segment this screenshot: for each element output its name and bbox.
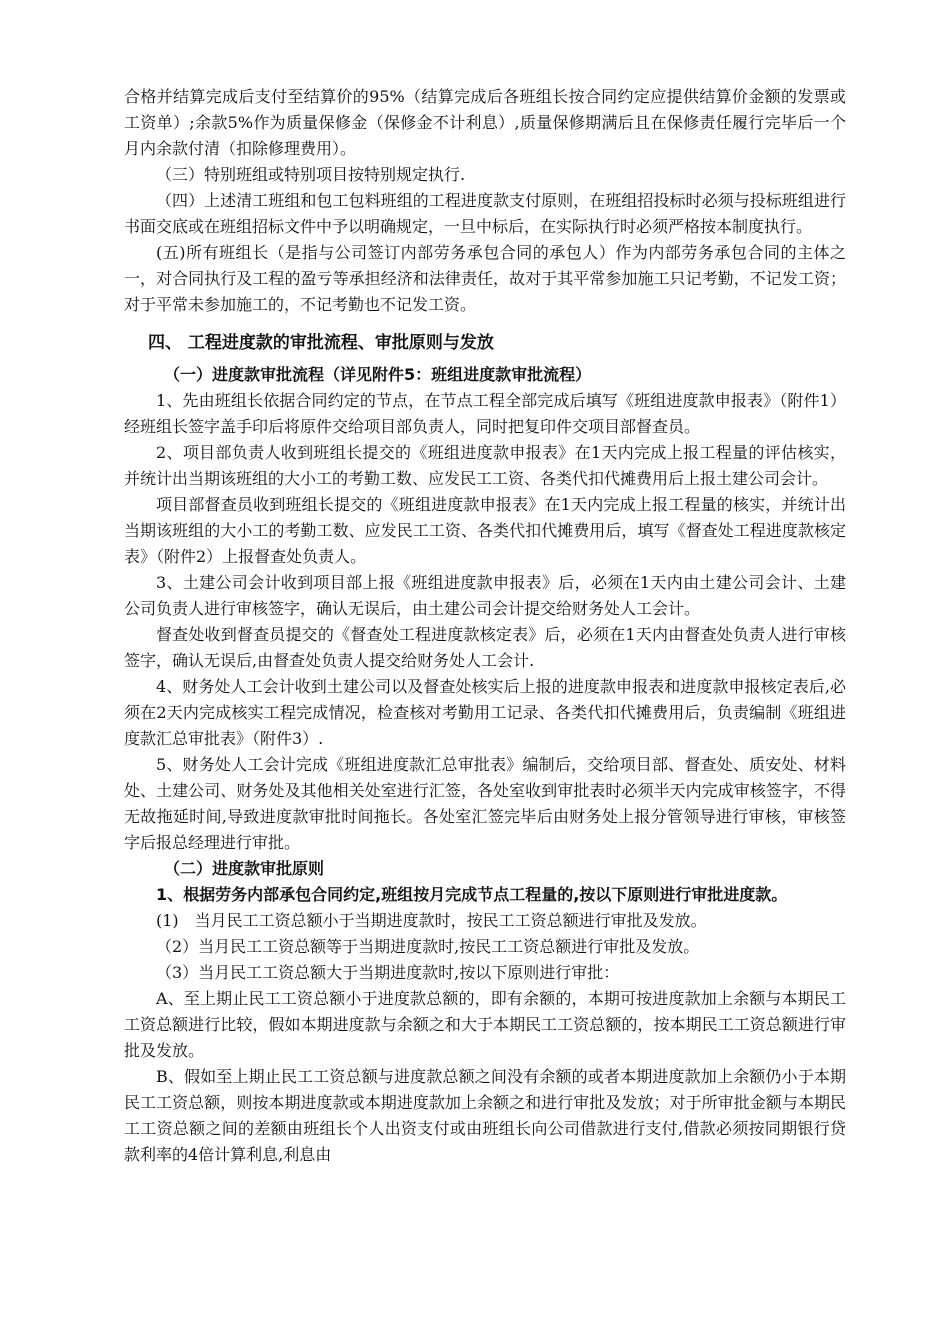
subsection-heading: （一）进度款审批流程（详见附件5：班组进度款审批流程） — [164, 365, 592, 384]
list-item: (1) 当月民工工资总额小于当期进度款时，按民工工资总额进行审批及发放。 — [156, 911, 707, 930]
subsection-heading: （二）进度款审批原则 — [164, 859, 325, 878]
list-item: （3）当月民工工资总额大于当期进度款时,按以下原则进行审批： — [156, 963, 620, 982]
paragraph: 3、土建公司会计收到项目部上报《班组进度款申报表》后，必须在1天内由土建公司会计、土建公司负责人进行审核签字，确认无误后，由土建公司会计提交给财务处人工会计。 — [124, 573, 846, 618]
paragraph: A、至上期止民工工资总额小于进度款总额的，即有余额的，本期可按进度款加上余额与本期民工工资总额进行比较，假如本期进度款与余额之和大于本期民工工资总额的，按本期民工工资总额进行审批及发放。 — [124, 989, 846, 1060]
paragraph: 督查处收到督查员提交的《督查处工程进度款核定表》后，必须在1天内由督查处负责人进行审核签字，确认无误后,由督查处负责人提交给财务处人工会计. — [124, 625, 846, 670]
paragraph: 5、财务处人工会计完成《班组进度款汇总审批表》编制后，交给项目部、督查处、质安处、材料处、土建公司、财务处及其他相关处室进行汇签，各处室收到审批表时必须半天内完成审核签字，不得无故拖延时间,导致进度款审批时间拖长。各处室汇签完毕后由财务处上报分管领导进行审核，审核签字后报总经理进行审批。 — [124, 755, 846, 852]
paragraph: B、假如至上期止民工工资总额与进度款总额之间没有余额的或者本期进度款加上余额仍小于本期民工工资总额，则按本期进度款或本期进度款加上余额之和进行审批及发放；对于所审批金额与本期民工工资总额之间的差额由班组长个人出资支付或由班组长向公司借款进行支付,借款必须按同期银行贷款利率的4倍计算利息,利息由 — [124, 1067, 846, 1164]
paragraph: （三）特别班组或特别项目按特别规定执行. — [156, 165, 466, 184]
list-item: （2）当月民工工资总额等于当期进度款时,按民工工资总额进行审批及发放。 — [156, 937, 700, 956]
paragraph: 2、项目部负责人收到班组长提交的《班组进度款申报表》在1天内完成上报工程量的评估核实，并统计出当期该班组的大小工的考勤工数、应发民工工资、各类代扣代摊费用后上报土建公司会计。 — [124, 443, 846, 488]
bold-paragraph: 1、根据劳务内部承包合同约定,班组按月完成节点工程量的,按以下原则进行审批进度款。 — [156, 885, 788, 904]
paragraph: （四）上述清工班组和包工包料班组的工程进度款支付原则，在班组招投标时必须与投标班组进行书面交底或在班组招标文件中予以明确规定，一旦中标后，在实际执行时必须严格按本制度执行。 — [124, 191, 846, 236]
paragraph: (五)所有班组长（是指与公司签订内部劳务承包合同的承包人）作为内部劳务承包合同的主体之一，对合同执行及工程的盈亏等承担经济和法律责任，故对于其平常参加施工只记考勤，不记发工资；对于平常未参加施工的，不记考勤也不记发工资。 — [124, 243, 846, 314]
paragraph: 4、财务处人工会计收到土建公司以及督查处核实后上报的进度款申报表和进度款申报核定表后,必须在2天内完成核实工程完成情况，检查核对考勤用工记录、各类代扣代摊费用后，负责编制《班组进度款汇总审批表》（附件3）. — [124, 677, 846, 748]
paragraph: 合格并结算完成后支付至结算价的95%（结算完成后各班组长按合同约定应提供结算价金额的发票或工资单）;余款5%作为质量保修金（保修金不计利息）,质量保修期满后且在保修责任履行完毕后一个月内余款付清（扣除修理费用）。 — [124, 87, 846, 158]
document-page — [124, 84, 846, 1168]
paragraph: 1、先由班组长依据合同约定的节点，在节点工程全部完成后填写《班组进度款申报表》（附件1）经班组长签字盖手印后将原件交给项目部负责人，同时把复印件交项目部督查员。 — [124, 391, 846, 436]
section-heading: 四、 工程进度款的审批流程、审批原则与发放 — [148, 333, 494, 353]
paragraph: 项目部督查员收到班组长提交的《班组进度款申报表》在1天内完成上报工程量的核实，并统计出当期该班组的大小工的考勤工数、应发民工工资、各类代扣代摊费用后，填写《督查处工程进度款核定表》（附件2）上报督查处负责人。 — [124, 495, 846, 566]
